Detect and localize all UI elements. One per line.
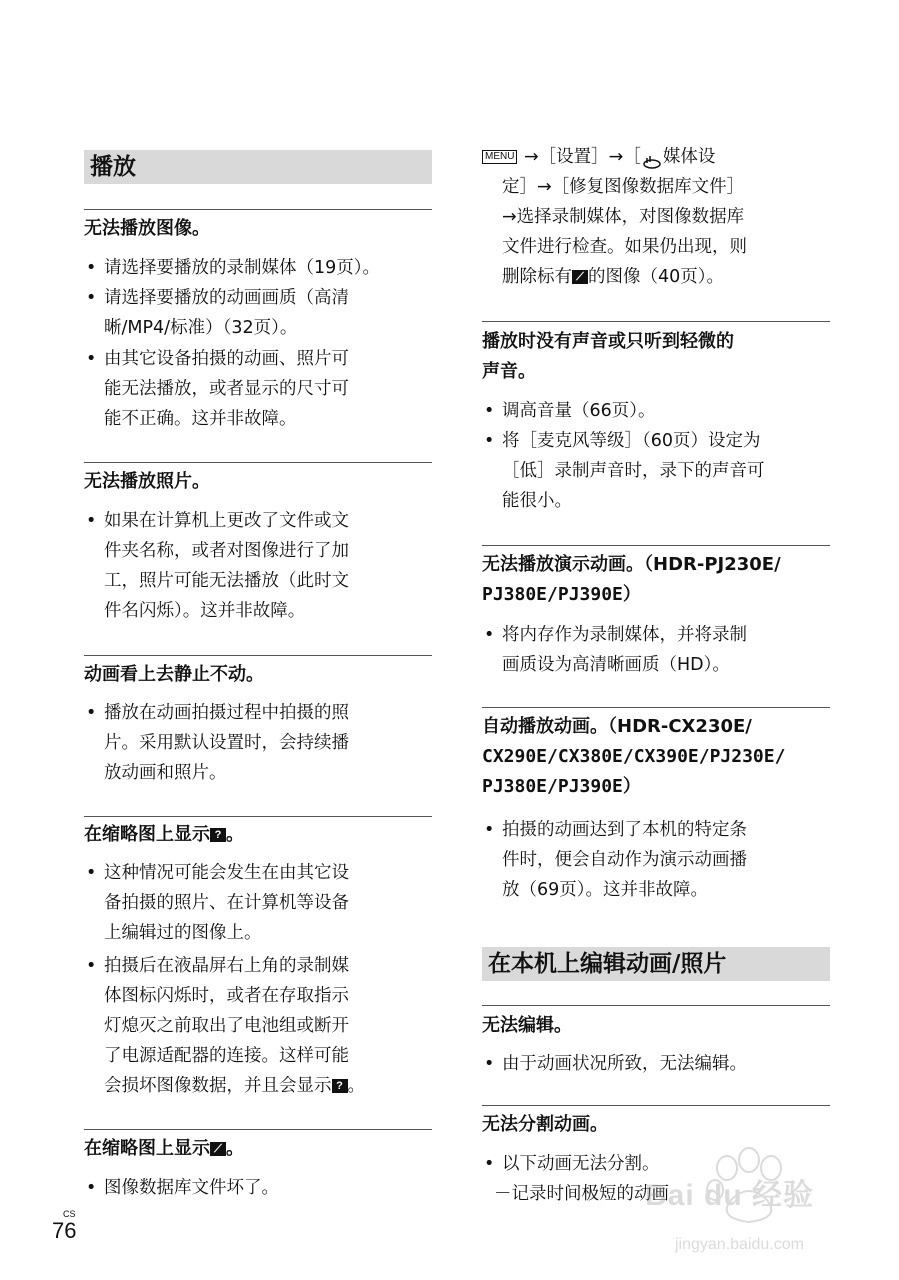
divider [482,321,830,322]
heading-no-sound: 播放时没有声音或只听到轻微的 声音。 [482,331,734,382]
heading-thumbnail-broken: 在缩略图上显示 ⟋ 。 [84,1138,244,1159]
broken-image-icon: ⟋ [210,1142,226,1156]
heading-cannot-play-photos: 无法播放照片。 [84,471,210,492]
divider [482,707,830,708]
heading-movie-still: 动画看上去静止不动。 [84,664,264,685]
heading-cannot-play-images: 无法播放图像。 [84,218,210,239]
baidu-watermark [645,1140,875,1268]
heading-thumbnail-question: 在缩略图上显示 ? 。 [84,824,244,845]
media-icon [641,150,663,164]
list-item: • 将内存作为录制媒体，并将录制 画质设为高清晰画质（HD）。 [482,620,830,680]
divider [84,209,432,210]
question-mark-icon: ? [210,828,226,842]
section-banner-playback: 播放 [84,150,432,184]
list-item: • 调高音量（66页）。 [482,396,830,426]
list-item: • 由其它设备拍摄的动画、照片可 能无法播放，或者显示的尺寸可 能不正确。这并非故障。 [84,344,432,434]
section-banner-editing: 在本机上编辑动画/照片 [482,947,830,981]
heading-auto-play: 自动播放动画。（HDR-CX230E/ CX290E/CX380E/CX390E/PJ230E/ PJ380E/PJ390E） [482,716,786,797]
list-item: • 请选择要播放的录制媒体（19页）。 [84,253,432,283]
question-mark-icon: ? [332,1079,348,1093]
list-item: • 将［麦克风等级］（60页）设定为 ［低］录制声音时，录下的声音可 能很小。 [482,426,830,516]
menu-key-icon: MENU [482,150,517,164]
heading-demo-movie: 无法播放演示动画。（HDR-PJ230E/ PJ380E/PJ390E） [482,554,781,605]
divider [84,462,432,463]
page-number: 76 [52,1218,77,1243]
heading-cannot-divide: 无法分割动画。 [482,1114,608,1135]
divider [482,545,830,546]
list-item: • 播放在动画拍摄过程中拍摄的照 片。采用默认设置时，会持续播 放动画和照片。 [84,698,432,788]
list-item: • 拍摄的动画达到了本机的特定条 件时，便会自动作为演示动画播 放（69页）。这并非故障。 [482,815,830,905]
list-item: • 拍摄后在液晶屏右上角的录制媒 体图标闪烁时，或者在存取指示 灯熄灭之前取出了电池组或断开 了电源适配器的连接。这样可能 会损坏图像数据，并且会显示 ? 。 [84,951,432,1101]
list-item: • 图像数据库文件坏了。 [84,1173,432,1203]
divider [482,1105,830,1106]
list-item: • 由于动画状况所致，无法编辑。 [482,1049,830,1079]
watermark-url: jingyan.baidu.com [675,1236,804,1253]
watermark-brand: Bai du 经验 [645,1179,815,1212]
list-item: • 以下动画无法分割。 [482,1149,830,1179]
list-item: • 如果在计算机上更改了文件或文 件夹名称，或者对图像进行了加 工，照片可能无法播放（此时文 件名闪烁）。这并非故障。 [84,506,432,626]
heading-cannot-edit: 无法编辑。 [482,1015,572,1036]
list-item: • 这种情况可能会发生在由其它设 备拍摄的照片、在计算机等设备 上编辑过的图像上。 [84,858,432,948]
divider [84,816,432,817]
page-language-code: CS [63,1209,76,1219]
list-item: • 请选择要播放的动画画质（高清 晰/MP4/标准）（32页）。 [84,283,432,343]
broken-image-icon: ⟋ [572,270,588,284]
dash-list-item: －记录时间极短的动画 [494,1184,669,1204]
divider [84,1129,432,1130]
divider [482,1005,830,1006]
menu-instructions: MENU →［设置］→［ 媒体设 定］→［修复图像数据库文件］ →选择录制媒体，对图像数据库 文件进行检查。如果仍出现，则 删除标有 ⟋ 的图像（40页）。 [482,142,830,292]
divider [84,655,432,656]
